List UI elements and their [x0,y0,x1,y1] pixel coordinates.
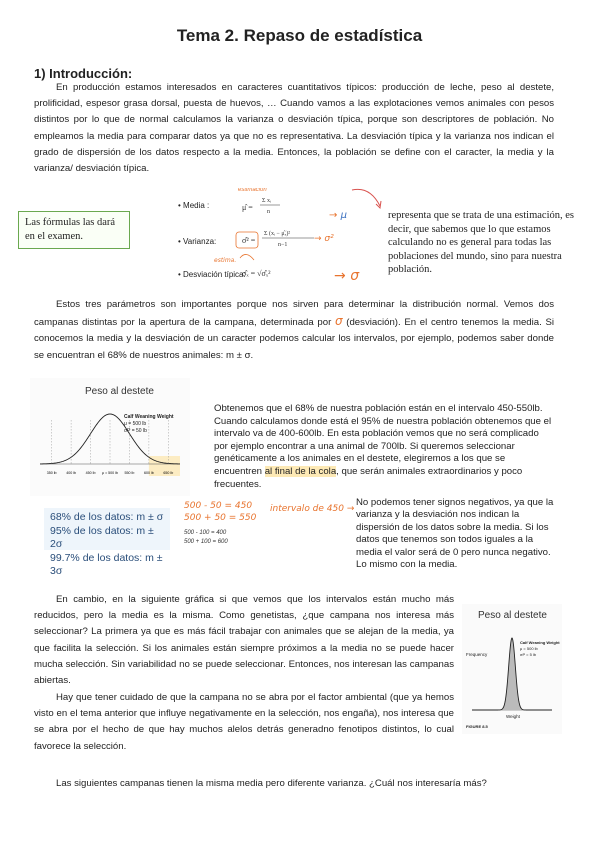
x-tick-label: 450 lb [85,471,96,475]
svg-text:σ̂ₓ = √σ̂ₓ²: σ̂ₓ = √σ̂ₓ² [242,269,271,278]
estimation-annotation: representa que se trata de una estimación, es decir, que sabemos que lo que estamos calculando no es general para todas las poblaciones del mundo, sino para nuestra población. [388,210,575,275]
intro-paragraph: En producción estamos interesados en caracteres cuantitativos típicos: producción de leche, peso al destete, prolificidad, espesor grasa dorsal, puesta de huevos, … Cuando vamos a las explotaciones vemos animales con pesos distintos por lo que de normal calculamos la varianza o desviación típica, porque son descriptores de población. No empleamos la media para comparar datos ya que no es representativa. La desviación típica y la varianza nos indican el grado de dispersión de los datos respecto a la media. Entonces, la población se define con el caracter, la media y la varianza/ desviación típica. [34,82,554,175]
svg-text:n: n [267,209,270,215]
section-heading-introduccion: 1) Introducción: [34,66,133,81]
hand-arrow-mu: → μ [329,210,347,221]
params-paragraph: Estos tres parámetros son importantes porque nos sirven para determinar la distribución normal. Vemos dos campanas distintas por la apertura de la campana, determinada por σ (desviación). En el centro tenemos la media. Si conocemos la media y la desviación de un caracter podemos calcular los intervalos, por ejemplo, podemos saber donde se encuentran el 68% de nuestros animales: m ± σ. [34,299,554,361]
page-title: Tema 2. Repaso de estadística [176,26,423,45]
x-tick-label: 600 lb [143,471,154,475]
figure-peso-destete-wide [30,378,190,496]
svg-text:n−1: n−1 [278,242,288,248]
exam-note: Las fórmulas las dará en el examen. [18,211,130,249]
hand-arrow-sigma2: → σ² [314,234,334,244]
figure2-legend: Calf Weaning Weight μ = 500 lb σP = 5 lb [520,640,560,657]
annotation-arrow [350,186,390,216]
figure1-title: Peso al destete [85,386,154,397]
sd-line-95: 95% de los datos: m ± 2σ [50,524,154,550]
figure-peso-destete-narrow [462,604,562,734]
svg-text:Σ (xᵢ − μ̂ₓ)²: Σ (xᵢ − μ̂ₓ)² [264,231,291,237]
svg-text:Σ xᵢ: Σ xᵢ [262,198,271,204]
media-label: • Media : [178,201,210,210]
x-tick-label: 350 lb [46,471,57,475]
hand-estimacion-top: estimación [238,188,267,193]
negatives-note: No podemos tener signos negativos, ya que la varianza y la desviación nos indican la dispersión de los datos sobre la media. Si los datos que tenemos son todos iguales a la media el valor será de 0 pero nunca negativo. Lo mismo con la media. [356,497,554,571]
interval-paragraph: Obtenemos que el 68% de nuestra población están en el intervalo 450-550lb. Cuando calculamos donde está el 95% de nuestra población obtenemos que el intervalo va de 400-600lb. En esta población vemos que no será complicado por ejemplo encontrar a una animal de 700lb. Si queremos seleccionar genéticamente a los animales en el destete, elegiremos a los que se encuentren al final de la cola, que serán animales extraordinarios y poco frecuentes. [214,403,552,490]
x-tick-label: μ = 500 lb [102,471,118,475]
hand-estima: estima. [214,257,237,264]
svg-text:σ̂² =: σ̂² = [242,236,256,245]
hand-sigma: → σ [334,268,360,284]
x-tick-label: 400 lb [66,471,77,475]
question-paragraph: Las siguientes campanas tienen la misma media pero diferente varianza. ¿Cuál nos interesaría más? [56,778,487,789]
varianza-label: • Varianza: [178,237,217,246]
figure2-xlabel: Weight [506,714,520,719]
hand-calc-95: 500 - 100 = 400 500 + 100 = 600 [184,530,228,545]
figure2-ylabel: Frequency [466,652,488,657]
sd-percentages-list [44,508,170,577]
figure2-title: Peso al destete [478,610,547,621]
hand-interval: intervalo de 450 → [270,504,355,514]
highlight-final-cola: al final de la cola [264,465,337,477]
narrow-bell-paragraph: En cambio, en la siguiente gráfica si que vemos que los intervalos están mucho más reducidos, pero la media es la misma. Como genetistas, ¿que campana nos interesa más seleccionar? La primera ya que es más fácil trabajar con animales que se alejan de la media, ya que facilita la selección. Si los animales están siempre próximos a la media no se puede hacer mucha selección. Sin variabilidad no se puede seleccionar. Entonces, nos interesan las campanas abiertas. [34,594,454,687]
environment-paragraph: Hay que tener cuidado de que la campana no se abra por el factor ambiental (que ya hemos visto en el tema anterior que influye negativamente en la selección, nos engaña), nos interesa que se abra por el hecho de que hay muchos alelos detrás generadno fenotipos distintos, lo cual favorece la selección. [34,692,454,752]
x-tick-label: 650 lb [163,471,174,475]
desviacion-label: • Desviación típica: [178,270,246,279]
sd-line-997: 99.7% de los datos: m ± 3σ [50,551,163,577]
hand-calc-68: 500 - 50 = 450 500 + 50 = 550 [184,501,257,523]
figure1-legend: Calf Weaning Weight μ = 500 lb σP = 50 lb [124,414,174,434]
sd-line-68: 68% de los datos: m ± σ [50,511,164,523]
x-tick-label: 550 lb [124,471,135,475]
svg-text:μ̂ =: μ̂ = [242,203,253,212]
figure2-caption: FIGURE 8.5 [466,724,488,729]
